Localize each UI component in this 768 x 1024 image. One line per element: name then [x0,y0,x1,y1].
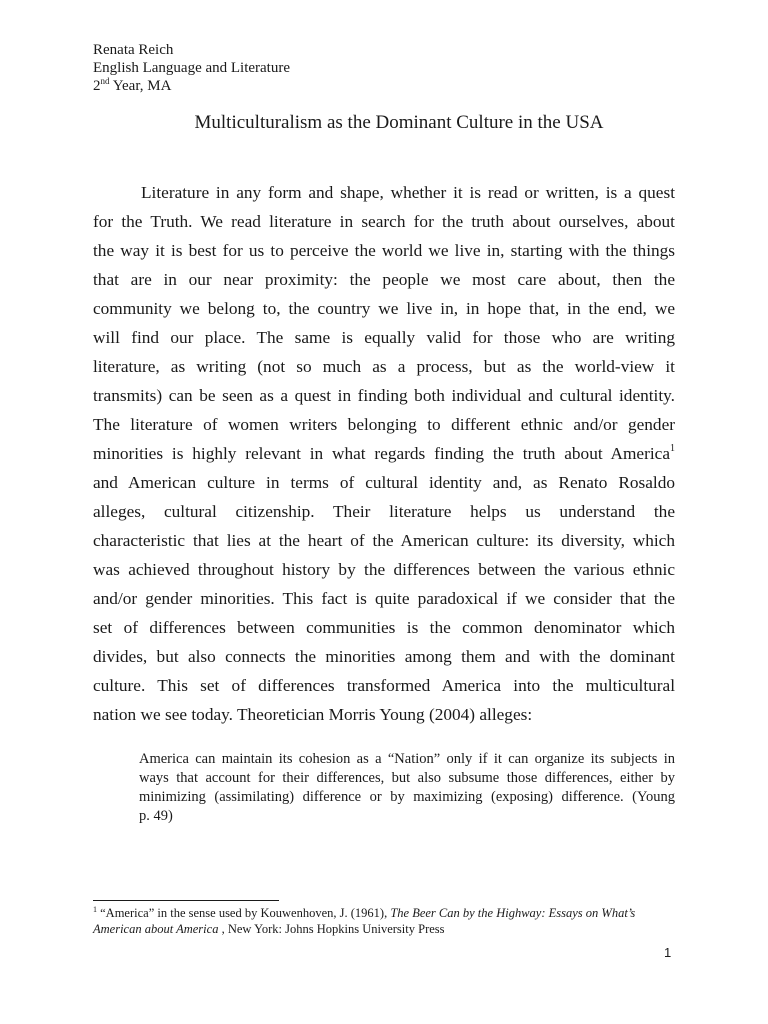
page-number: 1 [664,945,672,960]
body-line: culture. This set of differences transformed America into the multicultural [93,676,675,695]
study-year [93,77,290,95]
body-line: and/or gender minorities. This fact is quite paradoxical if we consider that the [93,589,675,608]
body-line: characteristic that lies at the heart of the American culture: its diversity, which [93,531,675,550]
study-year-rest: Year, MA [109,78,172,94]
body-line: nation we see today. Theoretician Morris Young (2004) alleges: [93,705,533,724]
footnote-line [93,921,445,937]
body-line: set of differences between communities is the common denominator which [93,618,675,637]
footnote-reference: 1 [670,443,675,454]
footnote-text: “America” in the sense used by Kouwenhoven, J. (1961), [97,906,391,920]
body-line-text: minorities is highly relevant in what regards finding the truth about America [93,444,670,463]
body-line: Literature in any form and shape, whether it is read or written, is a quest [141,183,675,202]
footnote-line [93,905,635,921]
body-line: was achieved throughout history by the differences between the various ethnic [93,560,675,579]
body-line-with-footnote [93,442,675,466]
quote-line: ways that account for their differences, but also subsume those differences, either by [139,770,675,786]
body-line: that are in our near proximity: the people we most care about, then the [93,270,675,289]
body-line: alleges, cultural citizenship. Their literature helps us understand the [93,502,675,521]
footnote-publisher: , New York: Johns Hopkins University Press [218,922,445,936]
body-line: and American culture in terms of cultural identity and, as Renato Rosaldo [93,473,675,492]
footnote-book-title-continued: American about America [93,922,219,936]
body-line: transmits) can be seen as a quest in finding both individual and cultural identity. [93,386,675,405]
study-year-number: 2 [93,78,101,94]
body-line: divides, but also connects the minorities among them and with the dominant [93,647,675,666]
body-line: community we belong to, the country we live in, in hope that, in the end, we [93,299,675,318]
body-line: the way it is best for us to perceive the world we live in, starting with the things [93,241,675,260]
author-name: Renata Reich [93,42,174,58]
quote-line: America can maintain its cohesion as a “Nation” only if it can organize its subjects in [139,751,675,767]
body-line: will find our place. The same is equally valid for those who are writing [93,328,675,347]
footnote-marker: 1 [93,905,97,914]
author-header [93,41,290,95]
quote-line: p. 49) [139,808,173,824]
body-line: literature, as writing (not so much as a process, but as the world-view it [93,357,675,376]
body-line: for the Truth. We read literature in search for the truth about ourselves, about [93,212,675,231]
quote-line: minimizing (assimilating) difference or by maximizing (exposing) difference. (Young [139,789,675,805]
course-name: English Language and Literature [93,60,291,76]
footnote-book-title: The Beer Can by the Highway: Essays on What’s [390,906,636,920]
footnote-separator [93,900,279,901]
page-title: Multiculturalism as the Dominant Culture in the USA [194,112,604,133]
body-line: The literature of women writers belonging to different ethnic and/or gender [93,415,675,434]
study-year-ordinal: nd [100,76,110,86]
